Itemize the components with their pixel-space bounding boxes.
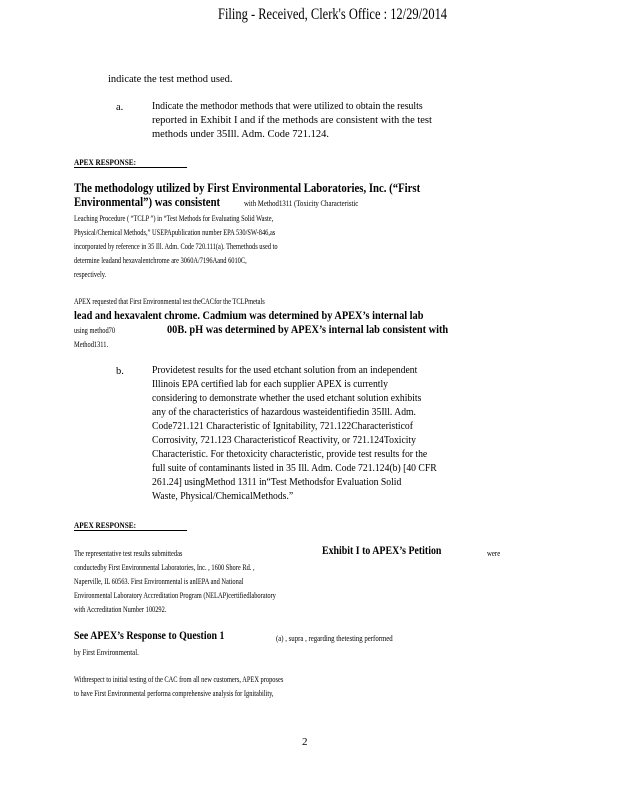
response-bold-line: Exhibit I to APEX’s Petition xyxy=(322,545,442,557)
response-small-line: determine leadand hexavalentchrome are 3060A/7196Aand 6010C, xyxy=(74,256,247,265)
item-b-line: any of the characteristics of hazardous wasteidentifiedin 35Ill. Adm. xyxy=(152,407,416,418)
see-apex-line: by First Environmental. xyxy=(74,648,139,657)
filing-header: Filing - Received, Clerk's Office : 12/29/2014 xyxy=(218,6,448,23)
item-b-line: Providetest results for the used etchant solution from an independent xyxy=(152,365,418,376)
item-b-line: Characteristic. For thetoxicity characteristic, provide test results for the xyxy=(152,449,428,460)
item-b-line: Waste, Physical/ChemicalMethods.” xyxy=(152,491,294,502)
response-small-line: Leaching Procedure ( “TCLP ”) in “Test Methods for Evaluating Solid Waste, xyxy=(74,214,274,223)
item-b-marker: b. xyxy=(116,366,124,377)
response-small-line: APEX requested that First Environmental test theCACfor the TCLPmetals xyxy=(74,297,265,306)
item-b-line: considering to demonstrate whether the used etchant solution exhibits xyxy=(152,393,422,404)
see-apex-bold: See APEX’s Response to Question 1 xyxy=(74,630,225,642)
response-small-line: incorporated by reference in 35 Ill. Adm. Code 720.111(a). Themethods used to xyxy=(74,242,278,251)
apex-response-label: APEX RESPONSE: xyxy=(74,157,187,168)
item-b-line: 261.24] usingMethod 1311 in“Test Methodsfor Evaluation Solid xyxy=(152,477,402,488)
response-bold-line: The methodology utilized by First Environmental Laboratories, Inc. (“First xyxy=(74,181,421,195)
page-number: 2 xyxy=(302,736,308,748)
response-small-line: were xyxy=(487,549,501,558)
item-a-line: reported in Exhibit I and if the methods are consistent with the test xyxy=(152,115,432,126)
item-a-line: methods under 35Ill. Adm. Code 721.124. xyxy=(152,129,330,140)
response-small-line: The representative test results submittedas xyxy=(74,549,183,558)
response-bold-line: Environmental”) was consistent xyxy=(74,195,221,209)
item-a-marker: a. xyxy=(116,102,124,113)
apex-response-label: APEX RESPONSE: xyxy=(74,520,187,531)
withrespect-line: Withrespect to initial testing of the CAC from all new customers, APEX proposes xyxy=(74,675,284,684)
response-small-line: Naperville, IL 60563. First Environmental is anIEPA and National xyxy=(74,577,244,586)
response-small-line: respectively. xyxy=(74,270,107,279)
see-apex-tail: (a) , supra , regarding thetesting performed xyxy=(276,634,393,643)
withrespect-line: to have First Environmental performa comprehensive analysis for Ignitability, xyxy=(74,689,274,698)
response-small-line: with Accreditation Number 100292. xyxy=(74,605,167,614)
item-b-line: Corrosivity, 721.123 Characteristicof Reactivity, or 721.124Toxicity xyxy=(152,435,416,446)
response-small-line: with Method1311 (Toxicity Characteristic xyxy=(244,199,359,208)
item-a-line: Indicate the methodor methods that were utilized to obtain the results xyxy=(152,101,423,112)
response-small-line: Environmental Laboratory Accreditation Program (NELAP)certifiedlaboratory xyxy=(74,591,276,600)
item-b-line: Code721.121 Characteristic of Ignitability, 721.122Characteristicof xyxy=(152,421,413,432)
item-b-line: full suite of contaminants listed in 35 Ill. Adm. Code 721.124(b) [40 CFR xyxy=(152,463,437,474)
item-b-line: Illinois EPA certified lab for each supplier APEX is currently xyxy=(152,379,389,390)
intro-line: indicate the test method used. xyxy=(108,74,233,85)
response-small-line: using method70 xyxy=(74,326,116,335)
response-small-line: Method1311. xyxy=(74,340,109,349)
response-bold-line: 00B. pH was determined by APEX’s internal lab consistent with xyxy=(167,322,449,336)
response-small-line: conductedby First Environmental Laboratories, Inc. , 1600 Shore Rd. , xyxy=(74,563,255,572)
response-bold-line: lead and hexavalent chrome. Cadmium was determined by APEX’s internal lab xyxy=(74,308,424,322)
response-small-line: Physical/Chemical Methods,” USEPApublication number EPA 530/SW-846,as xyxy=(74,228,276,237)
